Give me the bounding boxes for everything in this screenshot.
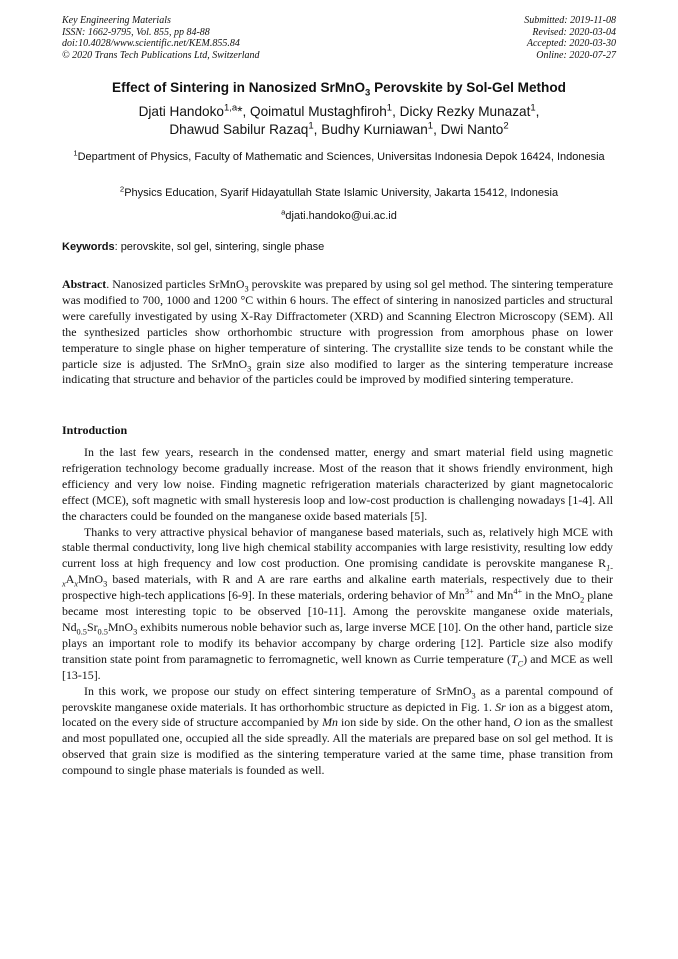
intro-paragraph-2: Thanks to very attractive physical behavior of manganese based materials, such as, relatively high MCE with stable thermal conductivity, long live high chemical stability accompanies with large resistivity, resulting low eddy current loss at high frequency and low cost production. One promising candidate is perovskite manganese $R_{1-x}A_xMnO_3$ based materials, with R and A are rare earths and alkaline earth materials, respectively due to their prospective high-tech applications [6-9]. In these materials, ordering behavior of $Mn^{3+}$ and $Mn^{4+}$ in the MnO$_2$ plane became most interesting topic to be observed [10-11]. Among the perovskite manganese oxide materials, $Nd_{0.5}Sr_{0.5}MnO_3$ exhibits numerous noble behavior such as, large inverse MCE [10]. On the other hand, particle size plays an important role to modify its behavior accompany by charge ordering [12]. Particle size also modify transition state point from paramagnetic to ferromagnetic, well known as Currie temperature $(T_C)$ and MCE as well [13-15]. bbox=[62, 524, 613, 682]
abstract-label: Abstract bbox=[62, 277, 107, 291]
affiliation-2: $^2$Physics Education, Syarif Hidayatullah State Islamic University, Jakarta 15412, Indonesia bbox=[119, 184, 559, 199]
author-name: Budhy Kurniawan bbox=[321, 122, 428, 137]
intro-paragraph-1: In the last few years, research in the condensed matter, energy and smart material field using magnetic refrigeration technology become gradually increase. Most of the reason that it shows friendly environment, high efficiency and very low noise. Finding magnetic refrigeration materials characterized by giant magnetocaloric effect (MCE), soft magnetic with small hysteresis loop and low-cost production is challenging nowadays [1-4]. All the characters could be founded on the manganese oxide based materials [5]. bbox=[62, 445, 613, 523]
author-list: Djati Handoko$^{1,a}$*, Qoimatul Mustaghfiroh$^1$, Dicky Rezky Munazat$^1$, Dhawud Sabilur Razaq$^1$, Budhy Kurniawan$^1$, Dwi Nanto$^2$ bbox=[138, 102, 540, 137]
author-name: Dicky Rezky Munazat bbox=[399, 104, 531, 119]
paper-title: Effect of Sintering in Nanosized SrMnO$_3$ Perovskite by Sol-Gel Method bbox=[112, 80, 566, 99]
introduction-body bbox=[62, 445, 613, 779]
journal-doi: doi:10.4028/www.scientific.net/KEM.855.84 bbox=[62, 38, 240, 50]
keywords-label: Keywords bbox=[62, 241, 115, 253]
journal-copyright: © 2020 Trans Tech Publications Ltd, Switzerland bbox=[62, 49, 260, 61]
section-heading-introduction: Introduction bbox=[62, 423, 128, 437]
revised-date: Revised: 2020-03-04 bbox=[532, 26, 616, 38]
journal-info bbox=[62, 15, 260, 61]
author-name: Dhawud Sabilur Razaq bbox=[169, 122, 309, 137]
author-name: Dwi Nanto bbox=[440, 122, 504, 137]
intro-paragraph-3: In this work, we propose our study on effect sintering temperature of SrMnO$_3$ as a parental compound of perovskite manganese oxide materials. It has orthorhombic structure as depicted in Fig. 1. Sr ion as a biggest atom, located on the every side of structure accompanied by Mn ion side by side. On the other hand, O ion as the smallest and most popullated one, occupied all the side spreadly. All the materials are prepared base on sol gel method. It is observed that grain size is modified as the sintering temperature varied at the same time, phase transition from compound to single phase materials is founded as well. bbox=[62, 683, 613, 778]
online-date: Online: 2020-07-27 bbox=[536, 49, 616, 61]
journal-issn: ISSN: 1662-9795, Vol. 855, pp 84-88 bbox=[62, 26, 210, 38]
journal-name: Key Engineering Materials bbox=[62, 15, 171, 26]
keywords: Keywords: perovskite, sol gel, sintering, single phase bbox=[62, 241, 325, 253]
author-name: Djati Handoko bbox=[138, 104, 224, 119]
accepted-date: Accepted: 2020-03-30 bbox=[526, 38, 616, 50]
affiliation-1: $^1$Department of Physics, Faculty of Mathematic and Sciences, Universitas Indonesia Depok 16424, Indonesia bbox=[73, 148, 605, 163]
author-name: Qoimatul Mustaghfiroh bbox=[250, 104, 387, 119]
corresponding-email: $^a$djati.handoko@ui.ac.id bbox=[281, 207, 397, 222]
abstract: Abstract. Nanosized particles SrMnO$_3$ perovskite was prepared by using sol gel method. The sintering temperature was modified to 700, 1000 and 1200 °C within 6 hours. The effect of sintering in nanosized particles and structural were carefully investigated by using X-Ray Diffractometer (XRD) and Scanning Electron Microscopy (SEM). All the synthesized particles show orthorhombic structure with progression from amorphous phase on lower temperature to single phase on higher temperature of sintering. The crystallite size tends to be constant while the particle size is adjusted. The SrMnO$_3$ grain size also modified to larger as the sintering temperature increase indicating that structure and behavior of the particles could be improved by modified sintering temperature. bbox=[62, 277, 613, 387]
submission-dates bbox=[524, 15, 616, 61]
submitted-date: Submitted: 2019-11-08 bbox=[524, 15, 616, 26]
